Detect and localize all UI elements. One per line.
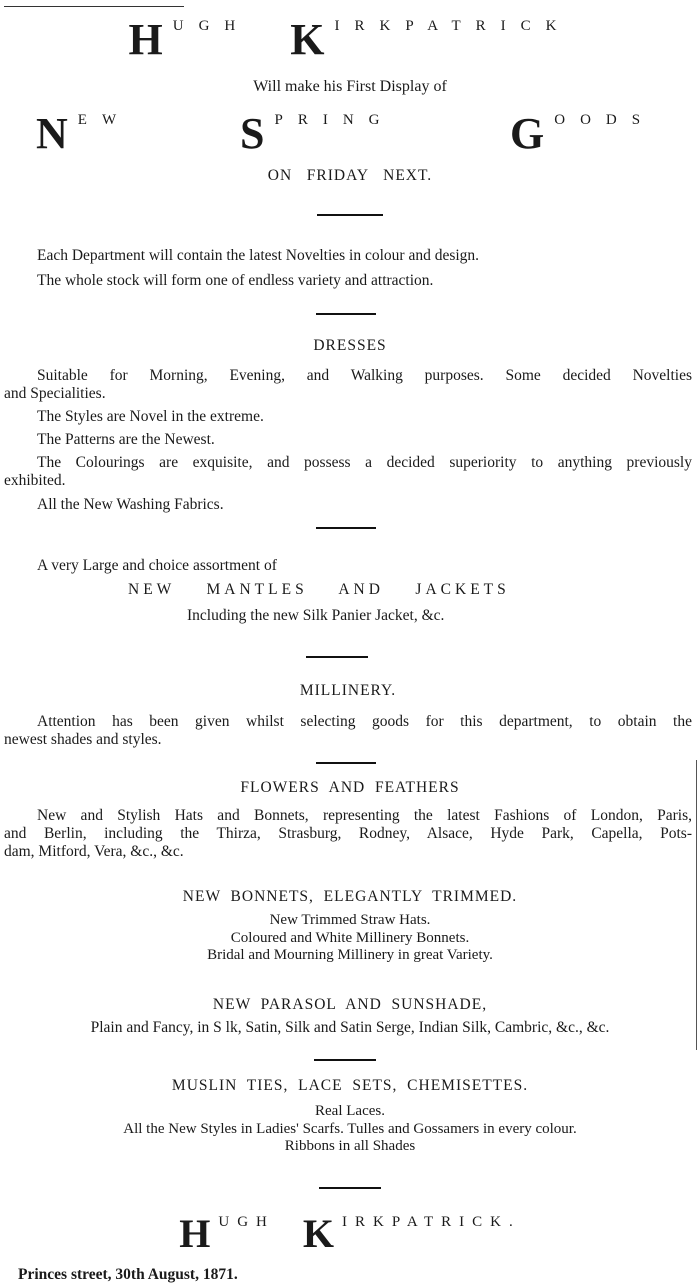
divider: [316, 762, 376, 764]
word-new: N EW: [36, 109, 132, 158]
header-when: ON FRIDAY NEXT.: [267, 167, 433, 184]
mantles-intro: A very Large and choice assortment of: [37, 557, 277, 574]
divider: [319, 1187, 381, 1189]
section-title-dresses: DRESSES: [313, 337, 387, 354]
section-title-muslin: MUSLIN TIES, LACE SETS, CHEMISETTES.: [171, 1077, 529, 1094]
footer-name: [0, 1211, 700, 1256]
bonnets-line: Coloured and White Millinery Bonnets.: [230, 930, 470, 946]
muslin-line: All the New Styles in Ladies' Scarfs. Tulles and Gossamers in every colour.: [123, 1121, 577, 1137]
header-name: [0, 15, 700, 64]
flowers-line: and Berlin, including the Thirza, Strasburg, Rodney, Alsace, Hyde Park, Capella, Pots-: [4, 825, 692, 842]
header-last-initial: K: [290, 15, 325, 64]
header-first-rest: UGH: [172, 18, 251, 34]
divider: [317, 214, 383, 216]
dresses-line: The Patterns are the Newest.: [37, 431, 215, 448]
flowers-line: New and Stylish Hats and Bonnets, representing the latest Fashions of London, Paris,: [37, 807, 692, 824]
muslin-line: Ribbons in all Shades: [284, 1138, 416, 1154]
top-rule: [4, 6, 184, 7]
dresses-line: Suitable for Morning, Evening, and Walking purposes. Some decided Novelties: [37, 367, 692, 384]
millinery-line: Attention has been given whilst selecting goods for this department, to obtain the: [37, 713, 692, 730]
header-intro: Will make his First Display of: [253, 78, 447, 95]
bonnets-line: Bridal and Mourning Millinery in great Variety.: [207, 947, 493, 963]
footer-last-initial: K: [302, 1211, 335, 1256]
muslin-line: Real Laces.: [315, 1103, 385, 1119]
dresses-line: The Colourings are exquisite, and possess a decided superiority to anything previously: [37, 454, 692, 471]
parasol-line: Plain and Fancy, in S lk, Satin, Silk and Satin Serge, Indian Silk, Cambric, &c., &c.: [90, 1019, 610, 1036]
word-spring: S PRING: [240, 109, 395, 158]
mantles-sub: Including the new Silk Panier Jacket, &c.: [187, 607, 445, 624]
header-first-initial: H: [128, 15, 163, 64]
dresses-line: exhibited.: [4, 472, 66, 489]
footer-last-rest: IRKPATRICK.: [342, 1214, 521, 1230]
bonnets-line: New Trimmed Straw Hats.: [269, 912, 431, 928]
divider: [316, 313, 376, 315]
intro-line: Each Department will contain the latest Novelties in colour and design.: [37, 247, 480, 264]
divider: [306, 656, 368, 658]
footer-first-initial: H: [179, 1211, 211, 1256]
dresses-line: All the New Washing Fabrics.: [37, 496, 224, 513]
word-goods: G OODS: [510, 109, 656, 158]
divider: [316, 527, 376, 529]
flowers-line: dam, Mitford, Vera, &c., &c.: [4, 843, 184, 860]
section-title-flowers: FLOWERS AND FEATHERS: [240, 779, 460, 796]
dresses-line: The Styles are Novel in the extreme.: [37, 408, 264, 425]
header-last-rest: IRKPATRICK: [334, 18, 572, 34]
section-title-mantles: NEW MANTLES AND JACKETS: [128, 581, 510, 598]
footer-address: Princes street, 30th August, 1871.: [18, 1266, 238, 1283]
footer-first-rest: UGH: [218, 1214, 275, 1230]
dresses-line: and Specialities.: [4, 385, 106, 402]
section-title-millinery: MILLINERY.: [299, 682, 397, 699]
section-title-parasol: NEW PARASOL AND SUNSHADE,: [212, 996, 488, 1013]
millinery-line: newest shades and styles.: [4, 731, 162, 748]
intro-line: The whole stock will form one of endless variety and attraction.: [37, 272, 434, 289]
divider: [314, 1059, 376, 1061]
section-title-bonnets: NEW BONNETS, ELEGANTLY TRIMMED.: [182, 888, 518, 905]
